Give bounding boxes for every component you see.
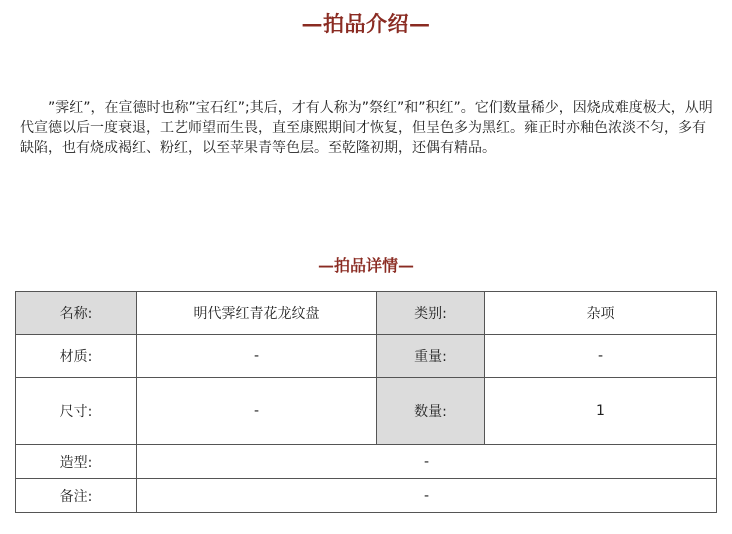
remark-label: 备注: xyxy=(16,479,137,513)
details-title: —拍品详情— xyxy=(317,256,414,275)
remark-value: - xyxy=(137,479,717,513)
table-row xyxy=(16,479,717,513)
category-label: 类别: xyxy=(377,292,485,335)
intro-paragraph: ”霁红”，在宣德时也称”宝石红”;其后，才有人称为”祭红”和”积红”。它们数量稀少，因烧成难度极大，从明代宣德以后一度衰退，工艺师望而生畏，直至康熙期间才恢复，但呈色多为黑红。雍正时亦釉色浓淡不匀，多有缺陷，也有烧成褐红、粉红，以至苹果青等色层。至乾隆初期，还偶有精品。 xyxy=(20,100,713,156)
weight-label: 重量: xyxy=(377,335,485,378)
category-value: 杂项 xyxy=(485,292,717,335)
material-value: - xyxy=(137,335,377,378)
table-row xyxy=(16,445,717,479)
intro-title: —拍品介绍— xyxy=(301,11,431,36)
quantity-value: 1 xyxy=(485,378,717,445)
quantity-label: 数量: xyxy=(377,378,485,445)
table-row xyxy=(16,378,717,445)
shape-value: - xyxy=(137,445,717,479)
table-row xyxy=(16,335,717,378)
name-label: 名称: xyxy=(16,292,137,335)
size-value: - xyxy=(137,378,377,445)
details-table xyxy=(15,291,717,513)
shape-label: 造型: xyxy=(16,445,137,479)
size-label: 尺寸: xyxy=(16,378,137,445)
name-value: 明代霁红青花龙纹盘 xyxy=(137,292,377,335)
material-label: 材质: xyxy=(16,335,137,378)
weight-value: - xyxy=(485,335,717,378)
table-row xyxy=(16,292,717,335)
